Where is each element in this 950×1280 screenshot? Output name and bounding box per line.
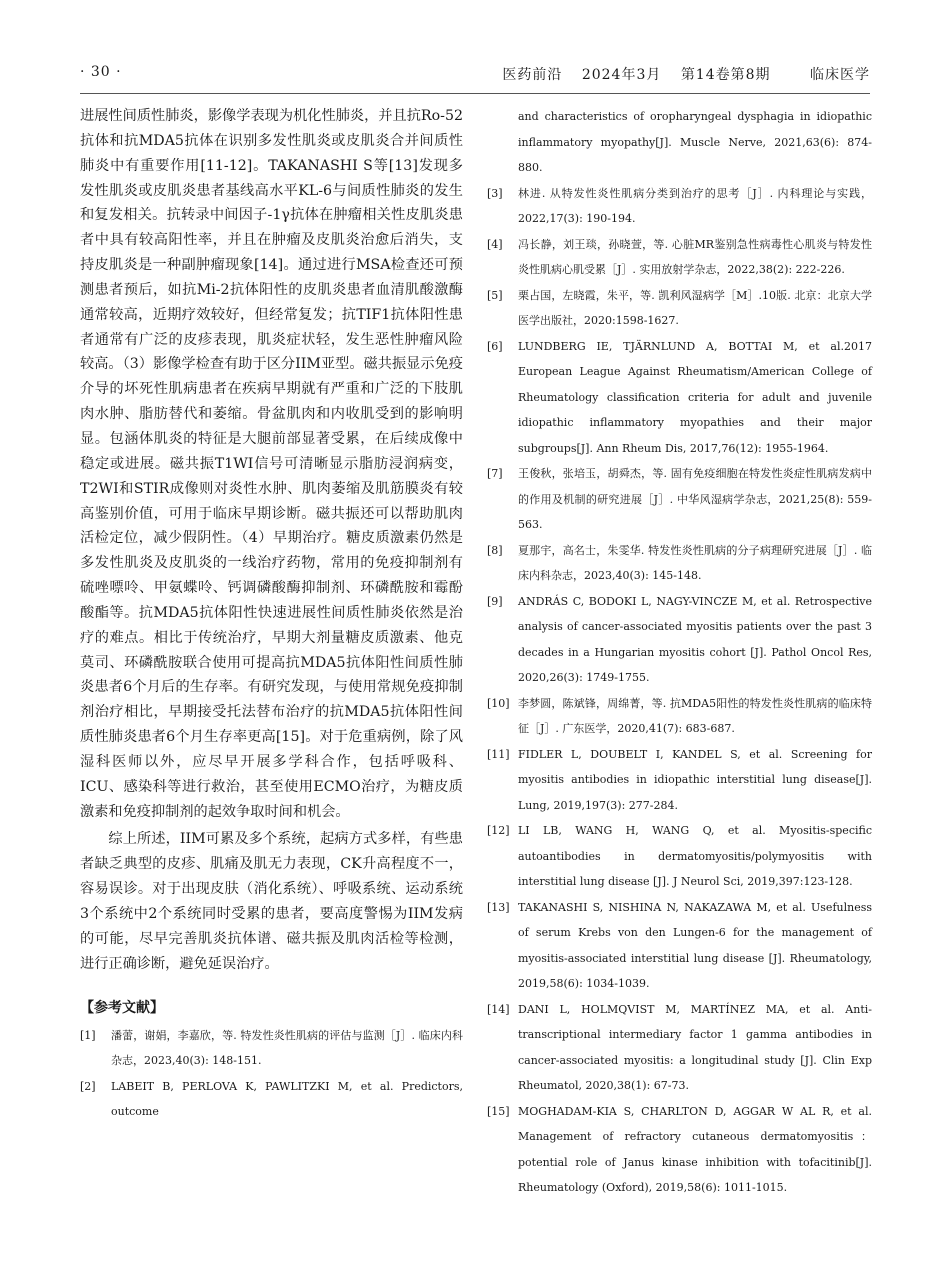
section-name: 临床医学: [810, 67, 870, 83]
reference-item: [487, 181, 872, 232]
reference-number: [14]: [487, 1002, 510, 1016]
reference-text: 夏那宇，高名士，朱雯华. 特发性炎性肌病的分子病理研究进展［J］. 临床内科杂志，2023,40(3): 145-148.: [518, 543, 872, 582]
reference-text: 林进. 从特发性炎性肌病分类到治疗的思考［J］. 内科理论与实践，2022,17(3): 190-194.: [518, 186, 872, 225]
right-column: [487, 104, 872, 1201]
reference-item: [80, 1023, 463, 1074]
reference-item: [487, 1099, 872, 1201]
reference-number: [15]: [487, 1104, 510, 1118]
reference-text: 王俊秋，张培玉，胡舜杰，等. 固有免疫细胞在特发性炎症性肌病发病中的作用及机制的研究进展［J］. 中华风湿病学杂志，2021,25(8): 559-563.: [518, 467, 872, 531]
page-header: [80, 62, 870, 86]
reference-item: [487, 232, 872, 283]
reference-item: [487, 538, 872, 589]
reference-number: [9]: [487, 594, 503, 608]
reference-item: [487, 691, 872, 742]
reference-text: MOGHADAM-KIA S, CHARLTON D, AGGAR W AL R, et al. Management of refractory cutaneous dermatomyositis：potential role of Janus kinase inhibition with tofacitinib[J]. Rheumatology (Oxford), 2019,58(6): 1011-1015.: [518, 1104, 872, 1194]
reference-text: ANDRÁS C, BODOKI L, NAGY-VINCZE M, et al. Retrospective analysis of cancer-associated myositis patients over the past 3 decades in a Hungarian myositis cohort [J]. Pathol Oncol Res, 2020,26(3): 1749-1755.: [518, 594, 872, 684]
reference-number: [4]: [487, 237, 503, 251]
reference-text: 潘蕾，谢娟，李嘉欣，等. 特发性炎性肌病的评估与监测［J］. 临床内科杂志，2023,40(3): 148-151.: [111, 1028, 463, 1068]
reference-number: [13]: [487, 900, 510, 914]
reference-number: [12]: [487, 824, 510, 837]
reference-number: [1]: [80, 1028, 96, 1042]
reference-item: [80, 1074, 463, 1125]
reference-item: [487, 818, 872, 895]
reference-number: [10]: [487, 696, 510, 710]
reference-item: [487, 334, 872, 462]
body-paragraph: 进展性间质性肺炎，影像学表现为机化性肺炎，并且抗Ro-52抗体和抗MDA5抗体在识别多发性肌炎或皮肌炎合并间质性肺炎中有重要作用[11-12]。TAKANASHI S等[13]发现多发性肌炎或皮肌炎患者基线高水平KL-6与间质性肺炎的发生和复发相关。抗转录中间因子-1γ抗体在肿瘤相关性皮肌炎患者中具有较高阳性率，并且在肿瘤及皮肌炎治愈后消失，支持皮肌炎是一种副肿瘤现象[14]。通过进行MSA检查还可预测患者预后，如抗Mi-2抗体阳性的皮肌炎患者血清肌酸激酶通常较高，近期疗效较好，但经常复发；抗TIF1抗体阳性患者通常有广泛的皮疹表现，肌炎症状轻，发生恶性肿瘤风险较高。（3）影像学检查有助于区分IIM亚型。磁共振显示免疫介导的坏死性肌病患者在疾病早期就有严重和广泛的下肢肌肉水肿、脂肪替代和萎缩。骨盆肌肉和内收肌受到的影响明显。包涵体肌炎的特征是大腿前部显著受累，在后续成像中稳定或进展。磁共振T1WI信号可清晰显示脂肪浸润病变，T2WI和STIR成像则对炎性水肿、肌肉萎缩及肌筋膜炎有较高鉴别价值，可用于临床早期诊断。磁共振还可以帮助肌肉活检定位，减少假阴性。（4）早期治疗。糖皮质激素仍然是多发性肌炎及皮肌炎的一线治疗药物，常用的免疫抑制剂有硫唑嘌呤、甲氨蝶呤、钙调磷酸酶抑制剂、环磷酰胺和霉酚酸酯等。抗MDA5抗体阳性快速进展性间质性肺炎依然是治疗的难点。相比于传统治疗，早期大剂量糖皮质激素、他克莫司、环磷酰胺联合使用可提高抗MDA5抗体阳性间质性肺炎患者6个月后的生存率。有研究发现，与使用常规免疫抑制剂治疗相比，早期接受托法替布治疗的抗MDA5抗体阳性间质性肺炎患者6个月生存率更高[15]。对于危重病例，除了风湿科医师以外，应尽早开展多学科合作，包括呼吸科、ICU、感染科等进行救治，甚至使用ECMO治疗，为糖皮质激素和免疫抑制剂的起效争取时间和机会。: [80, 108, 463, 820]
reference-item: [487, 461, 872, 538]
reference-text: LABEIT B, PERLOVA K, PAWLITZKI M, et al. Predictors, outcome: [111, 1079, 463, 1119]
reference-text: 栗占国，左晓霞，朱平，等. 凯利风湿病学［M］.10版. 北京：北京大学医学出版社，2020:1598-1627.: [518, 288, 872, 327]
reference-text: DANI L, HOLMQVIST M, MARTÍNEZ MA, et al. Anti-transcriptional intermediary factor 1 gamma antibodies in cancer-associated myositis: a longitudinal study [J]. Clin Exp Rheumatol, 2020,38(1): 67-73.: [518, 1002, 872, 1092]
references-heading: 【参考文献】: [80, 999, 164, 1016]
reference-text: TAKANASHI S, NISHINA N, NAKAZAWA M, et al. Usefulness of serum Krebs von den Lungen-6 for the management of myositis-associated interstitial lung disease [J]. Rheumatology, 2019,58(6): 1034-1039.: [518, 900, 872, 990]
reference-number: [6]: [487, 339, 503, 353]
reference-item: [487, 589, 872, 691]
journal-info: [488, 64, 870, 84]
left-column: [80, 104, 463, 1125]
reference-text: 冯长静，刘王琰，孙晓萱，等. 心脏MR鉴别急性病毒性心肌炎与特发性炎性肌病心肌受累［J］. 实用放射学杂志，2022,38(2): 222-226.: [518, 237, 872, 276]
reference-text: LI LB, WANG H, WANG Q, et al. Myositis-specific autoantibodies in dermatomyositis/polymyositis with interstitial lung disease [J]. J Neurol Sci, 2019,397:123-128.: [518, 824, 872, 888]
reference-number: [8]: [487, 543, 503, 557]
issue-date: 2024年3月: [581, 67, 662, 83]
reference-text: FIDLER L, DOUBELT I, KANDEL S, et al. Screening for myositis antibodies in idiopathic interstitial lung disease[J]. Lung, 2019,197(3): 277-284.: [518, 747, 872, 812]
reference-text: 李梦圆，陈斌锋，周绵菁，等. 抗MDA5阳性的特发性炎性肌病的临床特征［J］. 广东医学，2020,41(7): 683-687.: [518, 696, 872, 735]
reference-number: [2]: [80, 1079, 96, 1093]
reference-number: [3]: [487, 186, 503, 200]
volume-issue: 第14卷第8期: [680, 67, 771, 83]
reference-text: LUNDBERG IE, TJÄRNLUND A, BOTTAI M, et al.2017 European League Against Rheumatism/American College of Rheumatology classification criteria for adult and juvenile idiopathic inflammatory myopathies and their major subgroups[J]. Ann Rheum Dis, 2017,76(12): 1955-1964.: [518, 339, 872, 455]
page-number: · 30 ·: [80, 64, 122, 80]
reference-item: [487, 742, 872, 819]
reference-item: [487, 997, 872, 1099]
reference-item: [487, 283, 872, 334]
journal-name: 医药前沿: [502, 67, 563, 83]
conclusion-paragraph: 综上所述，IIM可累及多个系统，起病方式多样，有些患者缺乏典型的皮疹、肌痛及肌无力表现，CK升高程度不一，容易误诊。对于出现皮肤（消化系统）、呼吸系统、运动系统3个系统中2个系统同时受累的患者，要高度警惕为IIM发病的可能，尽早完善肌炎抗体谱、磁共振及肌肉活检等检测，进行正确诊断，避免延误治疗。: [80, 831, 463, 972]
reference-item: [487, 895, 872, 997]
header-rule: [80, 93, 870, 94]
reference-continuation: and characteristics of oropharyngeal dysphagia in idiopathic inflammatory myopathy[J]. Muscle Nerve, 2021,63(6): 874-880.: [518, 110, 872, 174]
reference-number: [11]: [487, 747, 510, 761]
reference-number: [5]: [487, 288, 503, 302]
reference-number: [7]: [487, 467, 503, 480]
